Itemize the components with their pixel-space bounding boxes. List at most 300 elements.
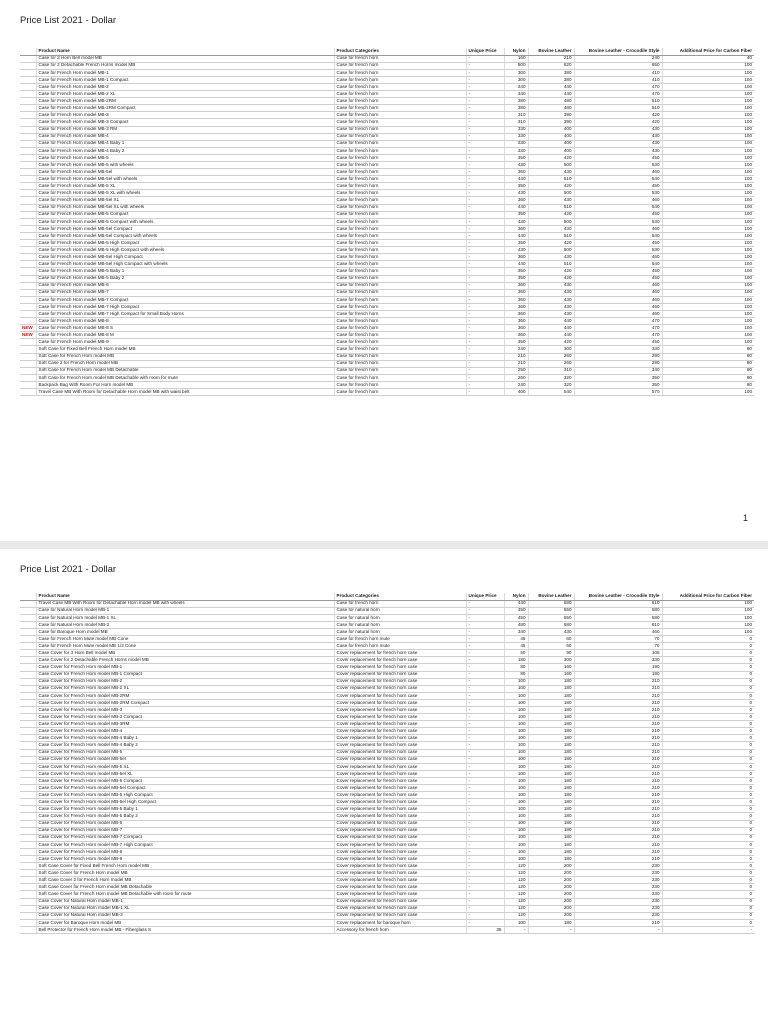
crocodile-style-price-cell: 450 [574,183,662,190]
product-category-cell: Case for natural horn [334,621,466,628]
bovine-leather-price-cell: 160 [528,664,574,671]
unique-price-cell: - [466,721,504,728]
table-row [20,841,754,848]
column-header-crocodile-style-price: Bovine Leather - Crocodile Style [574,593,662,600]
table-row [20,636,754,643]
product-category-cell: Case for french horn [334,381,466,388]
table-row [20,162,754,169]
new-badge [20,664,36,671]
carbon-fiber-price-cell: 0 [662,799,754,806]
nylon-price-cell: 350 [504,183,528,190]
new-badge [20,318,36,325]
carbon-fiber-price-cell: 100 [662,240,754,247]
crocodile-style-price-cell: 460 [574,310,662,317]
nylon-price-cell: 210 [504,360,528,367]
product-category-cell: Cover replacement for french horn case [334,678,466,685]
product-name-cell: Case Cover for French Horn model MB-5el High Compact [36,799,334,806]
product-category-cell: Cover replacement for french horn case [334,834,466,841]
column-header-carbon-fiber-price: Additional Price for Carbon Fiber [662,48,754,55]
new-badge [20,614,36,621]
bovine-leather-price-cell: 500 [528,162,574,169]
crocodile-style-price-cell: 460 [574,197,662,204]
new-badge [20,926,36,933]
new-badge [20,169,36,176]
bovine-leather-price-cell: 580 [528,621,574,628]
new-badge [20,211,36,218]
crocodile-style-price-cell: - [574,926,662,933]
product-category-cell: Case for natural horn [334,614,466,621]
carbon-fiber-price-cell: 100 [662,621,754,628]
table-row [20,827,754,834]
unique-price-cell: - [466,240,504,247]
unique-price-cell: - [466,154,504,161]
nylon-price-cell: 100 [504,827,528,834]
crocodile-style-price-cell: 460 [574,225,662,232]
unique-price-cell: - [466,69,504,76]
product-name-cell: Case for French Horn model MB-2RM [36,98,334,105]
nylon-price-cell: 100 [504,678,528,685]
nylon-price-cell: 100 [504,692,528,699]
product-category-cell: Case for french horn [334,211,466,218]
product-name-cell: Soft Case for Fixed Bell French Horn model MB [36,346,334,353]
nylon-price-cell: 360 [504,282,528,289]
product-name-cell: Case for French Horn model MB-8 [36,318,334,325]
product-category-cell: Case for french horn [334,183,466,190]
unique-price-cell: - [466,76,504,83]
crocodile-style-price-cell: 210 [574,820,662,827]
table-row [20,204,754,211]
crocodile-style-price-cell: 230 [574,891,662,898]
crocodile-style-price-cell: 540 [574,232,662,239]
carbon-fiber-price-cell: 100 [662,162,754,169]
page-title: Price List 2021 - Dollar [20,564,117,575]
carbon-fiber-price-cell: 100 [662,275,754,282]
table-row [20,218,754,225]
unique-price-cell: - [466,905,504,912]
new-badge [20,147,36,154]
product-category-cell: Cover replacement for french horn case [334,671,466,678]
unique-price-cell: - [466,55,504,62]
carbon-fiber-price-cell: 100 [662,204,754,211]
bovine-leather-price-cell: 540 [528,389,574,396]
unique-price-cell: - [466,261,504,268]
crocodile-style-price-cell: 330 [574,346,662,353]
crocodile-style-price-cell: 70 [574,636,662,643]
carbon-fiber-price-cell: 0 [662,877,754,884]
new-badge [20,154,36,161]
bovine-leather-price-cell: 180 [528,749,574,756]
bovine-leather-price-cell: 510 [528,176,574,183]
product-name-cell: Case for French Horn model MB-4 [36,133,334,140]
product-category-cell: Case for french horn [334,296,466,303]
nylon-price-cell: 160 [504,55,528,62]
header-row [20,593,754,600]
carbon-fiber-price-cell: 80 [662,381,754,388]
unique-price-cell: - [466,671,504,678]
nylon-price-cell: 100 [504,721,528,728]
new-badge [20,621,36,628]
unique-price-cell: - [466,190,504,197]
product-name-cell: Case Cover for Natural Horn model MB-2 [36,912,334,919]
new-badge [20,919,36,926]
unique-price-cell: - [466,685,504,692]
carbon-fiber-price-cell: 100 [662,126,754,133]
table-row [20,261,754,268]
bovine-leather-price-cell: 180 [528,834,574,841]
table-row [20,332,754,339]
bovine-leather-price-cell: 430 [528,628,574,635]
carbon-fiber-price-cell: 0 [662,749,754,756]
carbon-fiber-price-cell: 0 [662,884,754,891]
new-badge [20,884,36,891]
new-badge [20,806,36,813]
table-row [20,813,754,820]
product-name-cell: Case for Natural Horn model MB-1 XL [36,614,334,621]
new-badge [20,785,36,792]
new-badge [20,374,36,381]
product-name-cell: Case Cover for French Horn model MB-2RM Compact [36,699,334,706]
nylon-price-cell: 240 [504,381,528,388]
product-name-cell: Case for French Horn Mute model MB Cone [36,636,334,643]
table-row [20,275,754,282]
nylon-price-cell: 100 [504,855,528,862]
product-category-cell: Cover replacement for french horn case [334,905,466,912]
bovine-leather-price-cell: 440 [528,318,574,325]
crocodile-style-price-cell: 420 [574,112,662,119]
crocodile-style-price-cell: 210 [574,799,662,806]
carbon-fiber-price-cell: 0 [662,756,754,763]
nylon-price-cell: 120 [504,905,528,912]
new-badge: NEW [20,332,36,339]
price-table-header [20,593,754,600]
product-category-cell: Case for french horn mute [334,636,466,643]
unique-price-cell: - [466,763,504,770]
new-badge [20,296,36,303]
carbon-fiber-price-cell: 100 [662,303,754,310]
carbon-fiber-price-cell: 100 [662,98,754,105]
crocodile-style-price-cell: 530 [574,190,662,197]
bovine-leather-price-cell: 390 [528,119,574,126]
bovine-leather-price-cell: 440 [528,325,574,332]
product-name-cell: Soft Case Cover for French Horn model MB Detachable [36,884,334,891]
unique-price-cell: - [466,232,504,239]
product-category-cell: Case for french horn [334,133,466,140]
nylon-price-cell: 45 [504,643,528,650]
table-row [20,735,754,742]
unique-price-cell: - [466,140,504,147]
bovine-leather-price-cell: 180 [528,799,574,806]
product-name-cell: Case for French Horn model MB-3 Compact [36,119,334,126]
column-header-unique-price: Unique Price [466,593,504,600]
carbon-fiber-price-cell: 0 [662,912,754,919]
carbon-fiber-price-cell: 100 [662,232,754,239]
crocodile-style-price-cell: 450 [574,240,662,247]
carbon-fiber-price-cell: 100 [662,218,754,225]
unique-price-cell: - [466,282,504,289]
new-badge [20,381,36,388]
column-header-bovine-leather-price: Bovine Leather [528,48,574,55]
price-table [20,593,754,934]
crocodile-style-price-cell: 210 [574,749,662,756]
unique-price-cell: - [466,614,504,621]
table-row [20,318,754,325]
product-name-cell: Case Cover for French Horn model MB-2 [36,678,334,685]
product-category-cell: Case for natural horn [334,607,466,614]
bovine-leather-price-cell: 480 [528,98,574,105]
unique-price-cell: - [466,806,504,813]
carbon-fiber-price-cell: 100 [662,296,754,303]
nylon-price-cell: 330 [504,126,528,133]
new-badge [20,855,36,862]
unique-price-cell: - [466,133,504,140]
product-category-cell: Case for french horn [334,310,466,317]
product-category-cell: Cover replacement for french horn case [334,756,466,763]
product-name-cell: Soft Case Cover for French Horn model MB Detachable with room for mute [36,891,334,898]
product-name-cell: Travel Case MB With Room for Detachable Horn model MB with waist belt [36,389,334,396]
crocodile-style-price-cell: 210 [574,827,662,834]
table-row [20,69,754,76]
crocodile-style-price-cell: 210 [574,806,662,813]
bovine-leather-price-cell: 510 [528,232,574,239]
bovine-leather-price-cell: 200 [528,877,574,884]
crocodile-style-price-cell: 610 [574,621,662,628]
column-header-unique-price: Unique Price [466,48,504,55]
product-name-cell: Case for 3 Horn Bell model MB [36,55,334,62]
carbon-fiber-price-cell: 100 [662,197,754,204]
crocodile-style-price-cell: 410 [574,69,662,76]
table-row [20,643,754,650]
nylon-price-cell: 120 [504,884,528,891]
bovine-leather-price-cell: 480 [528,105,574,112]
crocodile-style-price-cell: 580 [574,607,662,614]
pdf-page-2 [0,549,768,1024]
product-category-cell: Case for french horn [334,169,466,176]
product-name-cell: Travel Case MB With Room for Detachable Horn model MB with wheels [36,600,334,607]
bovine-leather-price-cell: 200 [528,870,574,877]
unique-price-cell: - [466,183,504,190]
unique-price-cell: - [466,607,504,614]
nylon-price-cell: 180 [504,657,528,664]
bovine-leather-price-cell: 180 [528,820,574,827]
product-category-cell: Case for french horn [334,268,466,275]
table-row [20,98,754,105]
product-category-cell: Case for french horn [334,204,466,211]
bovine-leather-price-cell: 200 [528,905,574,912]
table-row [20,692,754,699]
product-name-cell: Case for French Horn model MB-5el XL [36,197,334,204]
unique-price-cell: - [466,176,504,183]
bovine-leather-price-cell: 430 [528,197,574,204]
nylon-price-cell: 360 [504,289,528,296]
bovine-leather-price-cell: 420 [528,268,574,275]
product-category-cell: Case for french horn [334,69,466,76]
new-badge [20,707,36,714]
new-badge [20,218,36,225]
page-title: Price List 2021 - Dollar [20,15,117,26]
product-category-cell: Case for french horn [334,176,466,183]
new-badge [20,763,36,770]
nylon-price-cell: 260 [504,374,528,381]
new-badge [20,346,36,353]
nylon-price-cell: 250 [504,367,528,374]
nylon-price-cell: 100 [504,763,528,770]
product-category-cell: Case for french horn [334,232,466,239]
nylon-price-cell: 100 [504,799,528,806]
carbon-fiber-price-cell: 0 [662,848,754,855]
table-row [20,154,754,161]
table-row [20,83,754,90]
bovine-leather-price-cell: 430 [528,303,574,310]
bovine-leather-price-cell: 200 [528,898,574,905]
nylon-price-cell: 350 [504,154,528,161]
new-badge [20,827,36,834]
product-category-cell: Cover replacement for french horn case [334,863,466,870]
product-name-cell: Case Cover for French Horn model MB-4 Baby 2 [36,742,334,749]
nylon-price-cell: 100 [504,707,528,714]
nylon-price-cell: 120 [504,891,528,898]
table-row [20,721,754,728]
unique-price-cell: - [466,699,504,706]
table-row [20,296,754,303]
bovine-leather-price-cell: 180 [528,777,574,784]
crocodile-style-price-cell: 330 [574,657,662,664]
table-row [20,282,754,289]
new-badge [20,607,36,614]
product-category-cell: Cover replacement for french horn case [334,742,466,749]
table-row [20,728,754,735]
new-badge [20,756,36,763]
bovine-leather-price-cell: 180 [528,785,574,792]
price-table-body [20,55,754,396]
new-badge [20,699,36,706]
unique-price-cell: - [466,91,504,98]
unique-price-cell: - [466,877,504,884]
nylon-price-cell: 100 [504,834,528,841]
new-badge [20,268,36,275]
carbon-fiber-price-cell: - [662,926,754,933]
carbon-fiber-price-cell: 0 [662,841,754,848]
crocodile-style-price-cell: 420 [574,119,662,126]
column-header-nylon-price: Nylon [504,593,528,600]
product-category-cell: Case for french horn mute [334,643,466,650]
new-badge [20,225,36,232]
nylon-price-cell: 100 [504,770,528,777]
nylon-price-cell: 100 [504,735,528,742]
new-badge [20,742,36,749]
new-badge [20,310,36,317]
unique-price-cell: - [466,785,504,792]
product-name-cell: Soft Case for French Horn model MB Detachable [36,367,334,374]
unique-price-cell: - [466,912,504,919]
new-badge [20,777,36,784]
carbon-fiber-price-cell: 100 [662,140,754,147]
crocodile-style-price-cell: 450 [574,339,662,346]
crocodile-style-price-cell: 230 [574,870,662,877]
column-header-new-flag [20,48,36,55]
new-badge [20,353,36,360]
product-category-cell: Cover replacement for french horn case [334,657,466,664]
bovine-leather-price-cell: 420 [528,339,574,346]
table-row [20,225,754,232]
new-badge [20,749,36,756]
bovine-leather-price-cell: 180 [528,721,574,728]
bovine-leather-price-cell: 390 [528,112,574,119]
product-name-cell: Case Cover for French Horn model MB-5 [36,749,334,756]
product-category-cell: Case for french horn [334,346,466,353]
crocodile-style-price-cell: 430 [574,147,662,154]
table-row [20,863,754,870]
bovine-leather-price-cell: 180 [528,699,574,706]
product-category-cell: Cover replacement for french horn case [334,770,466,777]
crocodile-style-price-cell: 240 [574,55,662,62]
product-category-cell: Cover replacement for french horn case [334,848,466,855]
table-row [20,607,754,614]
bovine-leather-price-cell: 300 [528,657,574,664]
unique-price-cell: - [466,919,504,926]
crocodile-style-price-cell: 210 [574,792,662,799]
nylon-price-cell: 440 [504,176,528,183]
product-category-cell: Case for french horn [334,374,466,381]
new-badge [20,678,36,685]
carbon-fiber-price-cell: 0 [662,863,754,870]
crocodile-style-price-cell: 430 [574,140,662,147]
product-category-cell: Case for french horn [334,325,466,332]
crocodile-style-price-cell: 210 [574,813,662,820]
column-header-product-name: Product Name [36,593,334,600]
product-category-cell: Case for french horn [334,119,466,126]
nylon-price-cell: - [504,926,528,933]
new-badge [20,282,36,289]
bovine-leather-price-cell: 430 [528,296,574,303]
carbon-fiber-price-cell: 100 [662,69,754,76]
product-category-cell: Case for french horn [334,247,466,254]
table-row [20,232,754,239]
carbon-fiber-price-cell: 100 [662,225,754,232]
bovine-leather-price-cell: 200 [528,912,574,919]
unique-price-cell: - [466,650,504,657]
table-row [20,870,754,877]
product-name-cell: Case for French Horn model MB-5 with wheels [36,162,334,169]
table-row [20,912,754,919]
unique-price-cell: - [466,863,504,870]
product-category-cell: Case for french horn [334,55,466,62]
carbon-fiber-price-cell: 0 [662,827,754,834]
product-category-cell: Case for french horn [334,303,466,310]
product-name-cell: Case Cover for French Horn model MB-2 XL [36,685,334,692]
bovine-leather-price-cell: 180 [528,763,574,770]
product-category-cell: Cover replacement for french horn case [334,877,466,884]
table-row [20,834,754,841]
unique-price-cell: - [466,714,504,721]
product-category-cell: Case for french horn [334,360,466,367]
crocodile-style-price-cell: 450 [574,268,662,275]
crocodile-style-price-cell: 610 [574,600,662,607]
table-row [20,664,754,671]
crocodile-style-price-cell: 210 [574,692,662,699]
product-category-cell: Case for french horn [334,140,466,147]
bovine-leather-price-cell: 260 [528,360,574,367]
crocodile-style-price-cell: 290 [574,360,662,367]
unique-price-cell: - [466,692,504,699]
unique-price-cell: - [466,162,504,169]
product-name-cell: Case Cover for French Horn model MB-8 [36,848,334,855]
table-row [20,176,754,183]
bovine-leather-price-cell: 210 [528,55,574,62]
table-row [20,389,754,396]
unique-price-cell: - [466,346,504,353]
table-row [20,770,754,777]
crocodile-style-price-cell: 210 [574,841,662,848]
